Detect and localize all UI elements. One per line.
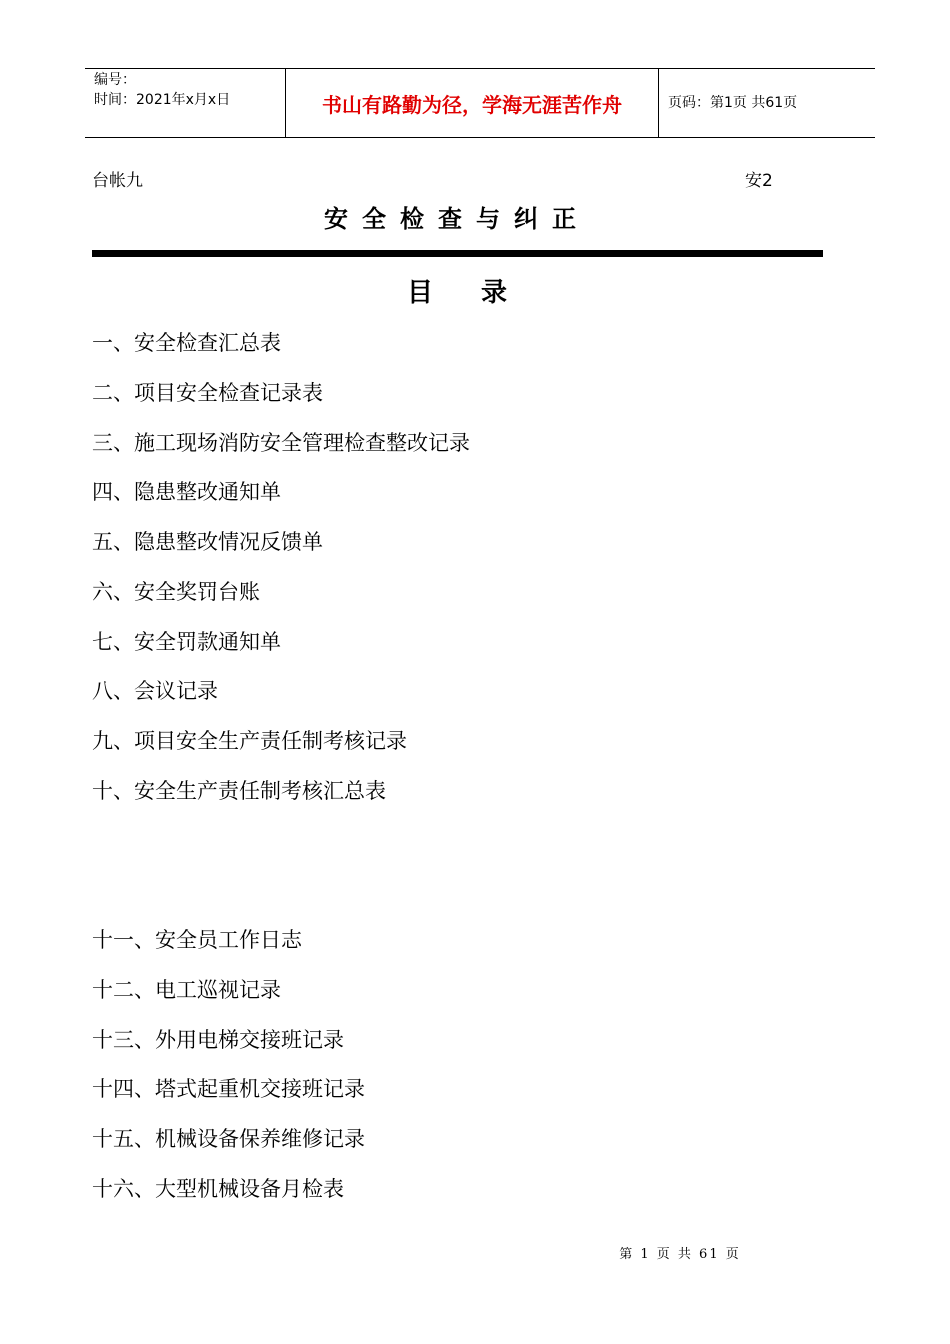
header-motto-cell — [286, 69, 659, 137]
header-table — [85, 68, 875, 138]
toc-item: 十、安全生产责任制考核汇总表 — [92, 779, 386, 803]
toc-item: 六、安全奖罚台账 — [92, 580, 260, 604]
toc-item: 四、隐患整改通知单 — [92, 480, 281, 504]
category-code: 安2 — [745, 171, 773, 191]
number-label: 编号： — [94, 72, 136, 88]
toc-item: 十六、大型机械设备月检表 — [92, 1177, 344, 1201]
toc-item: 八、会议记录 — [92, 679, 218, 703]
toc-item: 十四、塔式起重机交接班记录 — [92, 1077, 365, 1101]
date-label: 时间：2021年x月x日 — [94, 92, 231, 108]
toc-item: 十一、安全员工作日志 — [92, 928, 302, 952]
toc-item: 十三、外用电梯交接班记录 — [92, 1028, 344, 1052]
page-title: 安全检查与纠正 — [324, 205, 590, 233]
toc-item: 九、项目安全生产责任制考核记录 — [92, 729, 407, 753]
page-footer: 第 1 页 共 61 页 — [619, 1247, 741, 1262]
header-meta-cell — [85, 69, 286, 137]
toc-item: 三、施工现场消防安全管理检查整改记录 — [92, 431, 470, 455]
header-page-cell — [659, 69, 875, 137]
toc-item: 五、隐患整改情况反馈单 — [92, 530, 323, 554]
title-divider — [92, 250, 823, 257]
toc-heading: 目录 — [406, 278, 555, 308]
page-count-label: 页码：第1页 共61页 — [668, 95, 798, 111]
toc-item: 二、项目安全检查记录表 — [92, 381, 323, 405]
toc-item: 一、安全检查汇总表 — [92, 331, 281, 355]
toc-item: 十二、电工巡视记录 — [92, 978, 281, 1002]
motto-text: 书山有路勤为径，学海无涯苦作舟 — [322, 93, 622, 117]
toc-item: 十五、机械设备保养维修记录 — [92, 1127, 365, 1151]
ledger-label: 台帐九 — [92, 171, 143, 191]
toc-item: 七、安全罚款通知单 — [92, 630, 281, 654]
